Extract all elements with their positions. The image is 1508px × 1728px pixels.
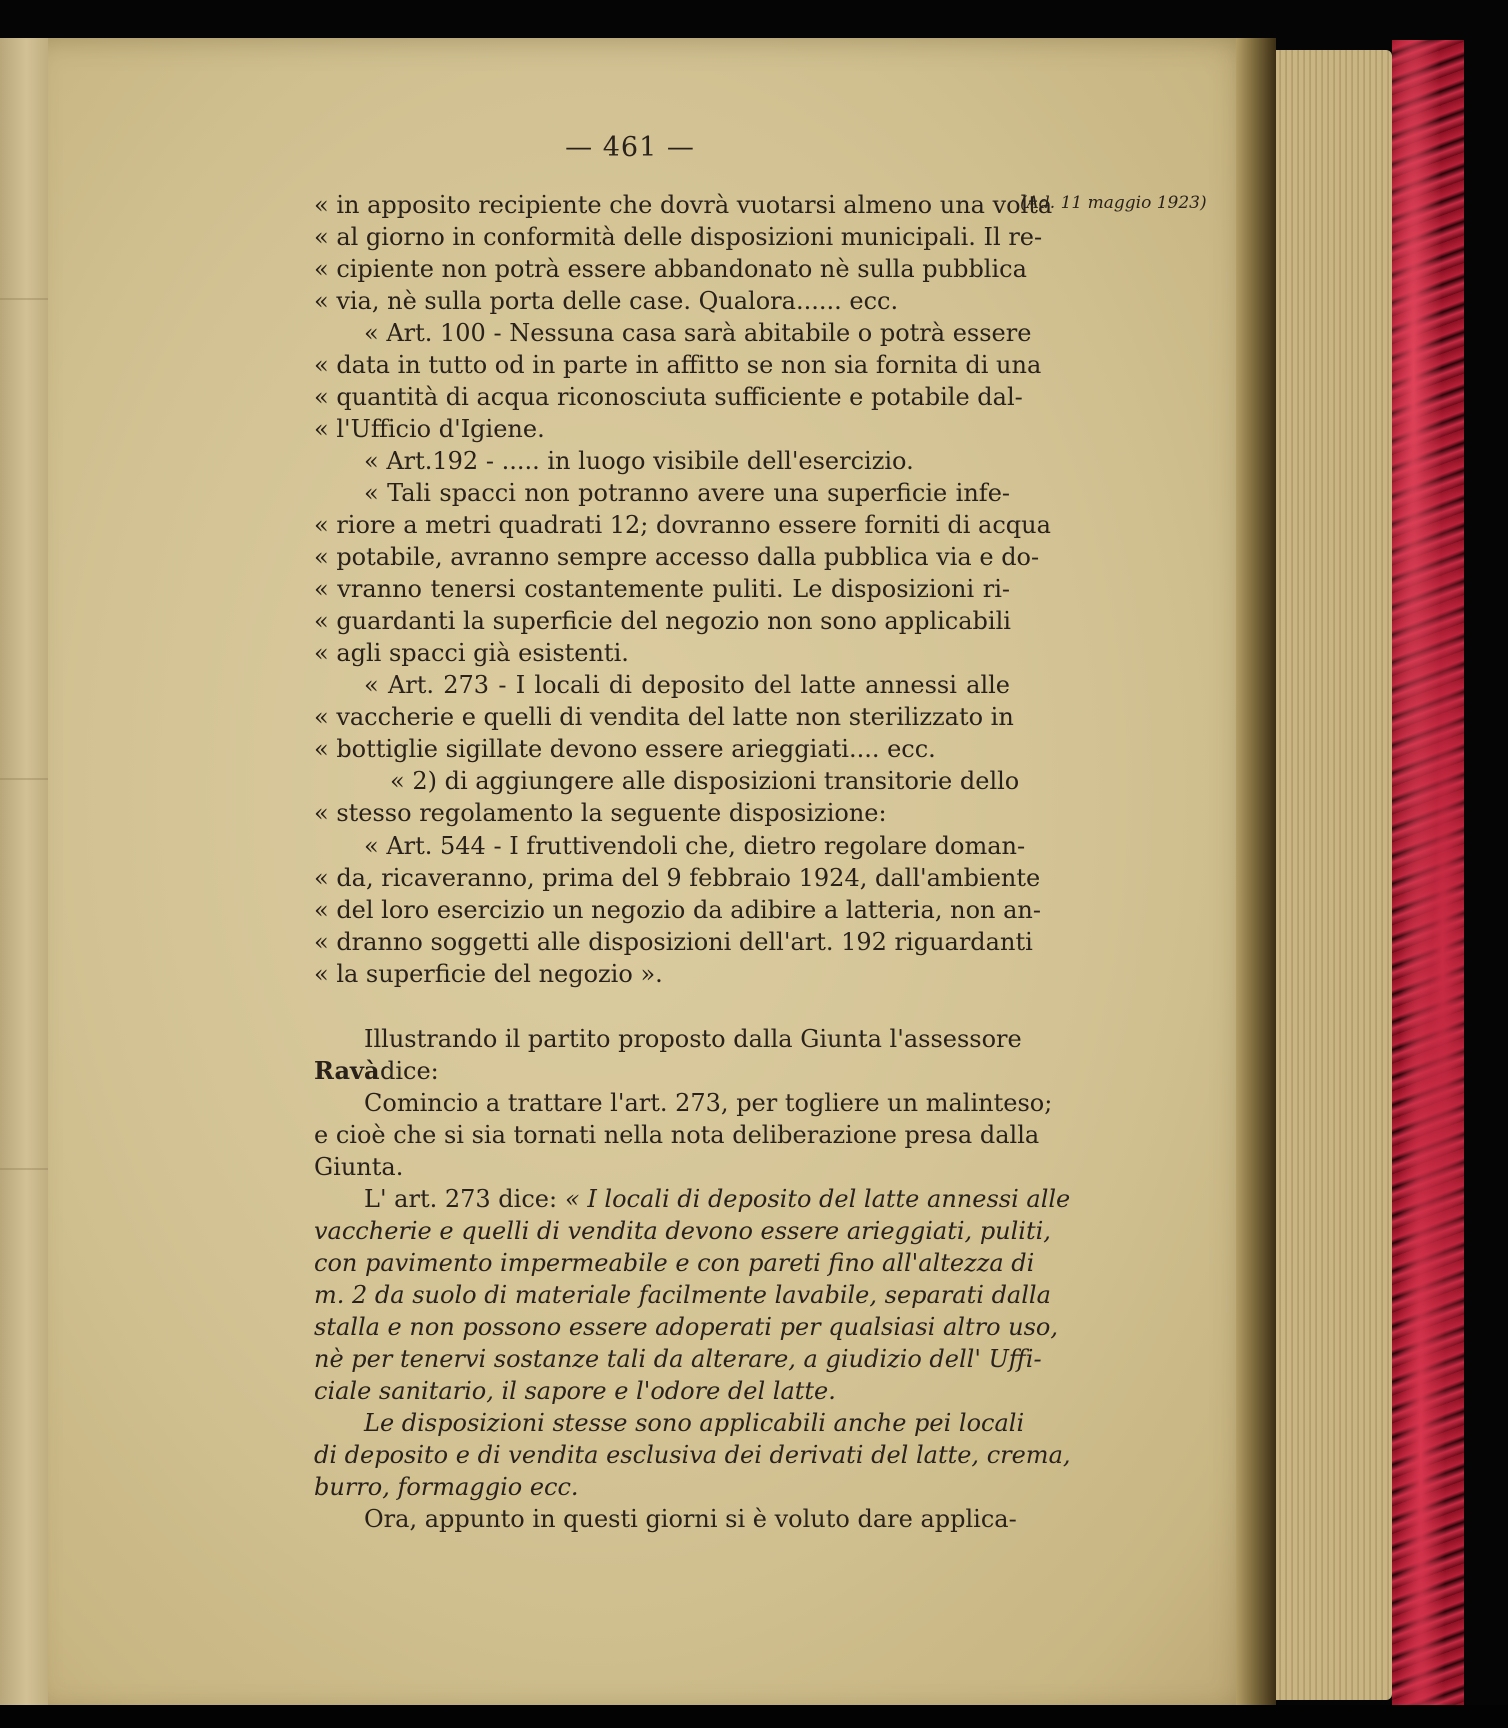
text-line: « la superficie del negozio ».	[314, 960, 663, 988]
text-line: Illustrando il partito proposto dalla Giunta l'assessore	[364, 1025, 1022, 1053]
text-line: « guardanti la superficie del negozio non sono applicabili	[314, 607, 1011, 635]
text-line: « Art. 544 - I fruttivendoli che, dietro regolare doman-	[364, 832, 1026, 860]
text-line: nè per tenervi sostanze tali da alterare, a giudizio dell' Uffi-	[314, 1345, 1042, 1373]
text-line: « agli spacci già esistenti.	[314, 639, 629, 667]
margin-note: (Ad. 11 maggio 1923)	[1020, 193, 1207, 213]
text-line: « data in tutto od in parte in affitto se non sia fornita di una	[314, 351, 1042, 379]
text-line: di deposito e di vendita esclusiva dei derivati del latte, crema,	[314, 1441, 1071, 1469]
text-line: « vranno tenersi costantemente puliti. Le disposizioni ri-	[314, 575, 1010, 603]
text-line: « al giorno in conformità delle disposizioni municipali. Il re-	[314, 223, 1043, 251]
text-line: « quantità di acqua riconosciuta sufficiente e potabile dal-	[314, 383, 1023, 411]
text-line: Giunta.	[314, 1153, 404, 1181]
text-line: L' art. 273 dice: « I locali di deposito del latte annessi alle	[364, 1185, 1071, 1213]
text-line: burro, formaggio ecc.	[314, 1473, 579, 1501]
speaker-name: Ravà	[314, 1056, 380, 1085]
text-line: Ravà dice:	[314, 1056, 439, 1085]
text-line: « Tali spacci non potranno avere una superficie infe-	[364, 479, 1010, 507]
text-line: vaccherie e quelli di vendita devono essere arieggiati, puliti,	[314, 1217, 1051, 1245]
text-line: « dranno soggetti alle disposizioni dell'art. 192 riguardanti	[314, 928, 1033, 956]
text-line: Ora, appunto in questi giorni si è voluto dare applica-	[364, 1505, 1017, 1533]
text-line: Le disposizioni stesse sono applicabili anche pei locali	[364, 1409, 1025, 1437]
scan-border	[0, 1705, 1508, 1728]
text-line: « via, nè sulla porta delle case. Qualora...... ecc.	[314, 287, 899, 315]
text-line: « Art. 273 - I locali di deposito del latte annessi alle	[364, 671, 1010, 699]
text-line: « Art. 100 - Nessuna casa sarà abitabile o potrà essere	[364, 319, 1032, 347]
text-line: « vaccherie e quelli di vendita del latte non sterilizzato in	[314, 703, 1014, 731]
text-line: Comincio a trattare l'art. 273, per togliere un malinteso;	[364, 1089, 1053, 1117]
text-line: « Art.192 - ..... in luogo visibile dell'esercizio.	[364, 447, 914, 475]
text-line: con pavimento impermeabile e con pareti fino all'altezza di	[314, 1249, 1035, 1277]
text-line: « bottiglie sigillate devono essere arieggiati.... ecc.	[314, 735, 936, 763]
text-line: « l'Ufficio d'Igiene.	[314, 415, 545, 443]
text-line: e cioè che si sia tornati nella nota deliberazione presa dalla	[314, 1121, 1040, 1149]
text-line: ciale sanitario, il sapore e l'odore del latte.	[314, 1377, 836, 1405]
text-line: « potabile, avranno sempre accesso dalla pubblica via e do-	[314, 543, 1040, 571]
text-line: « stesso regolamento la seguente disposizione:	[314, 799, 887, 827]
text-line: « in apposito recipiente che dovrà vuotarsi almeno una volta	[314, 191, 1053, 219]
text-line: stalla e non possono essere adoperati per qualsiasi altro uso,	[314, 1313, 1058, 1341]
text-line: « 2) di aggiungere alle disposizioni transitorie dello	[390, 767, 1020, 795]
text-line: « cipiente non potrà essere abbandonato nè sulla pubblica	[314, 255, 1027, 283]
text-line: « del loro esercizio un negozio da adibire a latteria, non an-	[314, 896, 1041, 924]
page-number: — 461 —	[565, 132, 695, 163]
text-line: « riore a metri quadrati 12; dovranno essere forniti di acqua	[314, 511, 1051, 539]
text-line: « da, ricaveranno, prima del 9 febbraio 1924, dall'ambiente	[314, 864, 1041, 892]
text-line: m. 2 da suolo di materiale facilmente lavabile, separati dalla	[314, 1281, 1051, 1309]
